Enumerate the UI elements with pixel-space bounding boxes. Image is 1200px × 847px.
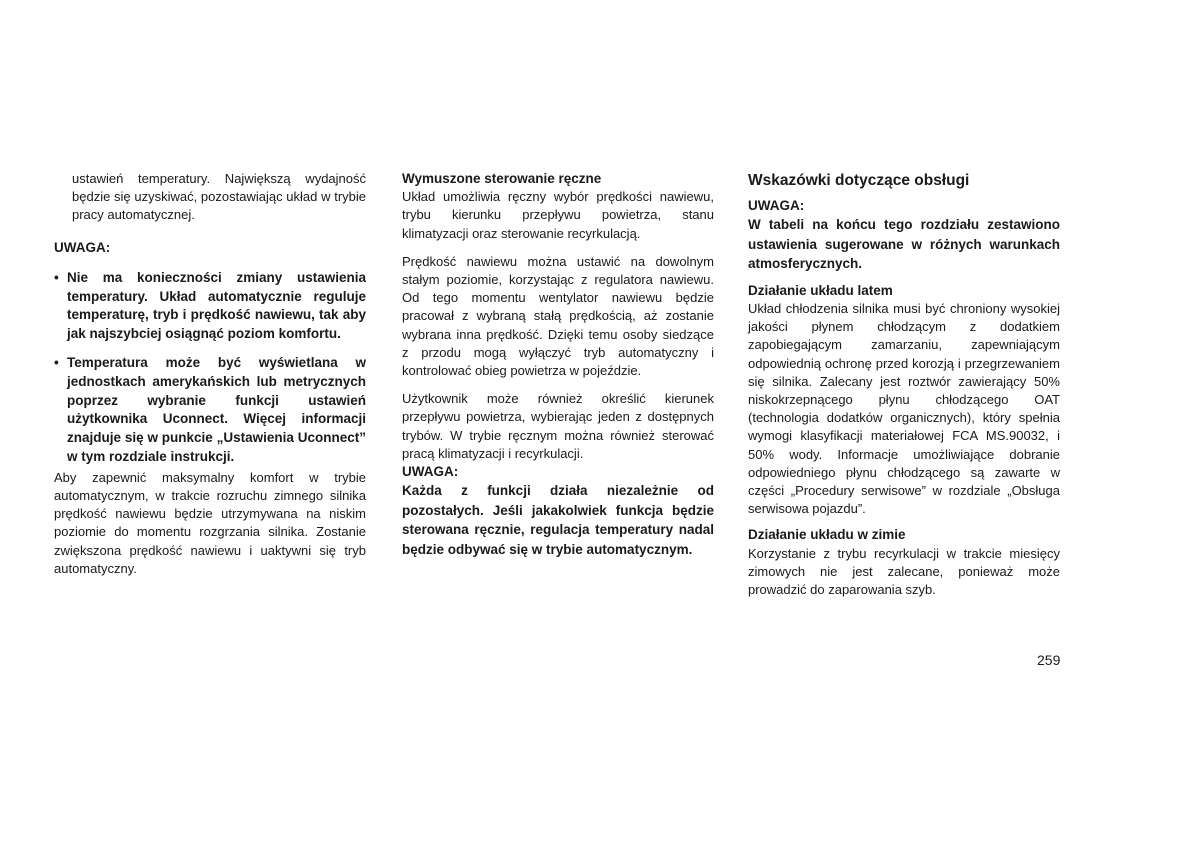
manual-override-heading: Wymuszone sterowanie ręczne — [402, 171, 602, 186]
note-text: W tabeli na końcu tego rozdziału zestawiono ustawienia sugerowane w różnych warunkach atmosferycznych. — [748, 217, 1060, 272]
note-text: Każda z funkcji działa niezależnie od pozostałych. Jeśli jakakolwiek funkcja będzie sterowana ręcznie, regulacja temperatury nadal będzie odbywać się w trybie automatycznym. — [402, 483, 714, 557]
manual-override-paragraph-3: Użytkownik może również określić kierunek przepływu powietrza, wybierając jeden z dostępnych trybów. W trybie ręcznym można również sterować pracą klimatyzacji i recyrkulacji. — [402, 391, 714, 461]
page-number: 259 — [1037, 652, 1061, 668]
summer-paragraph: Układ chłodzenia silnika musi być chroniony wysokiej jakości płynem chłodzącym z dodatkiem zapobiegającym zamarzaniu, zapewniającym odpowiednią ochronę przed korozją i przegrzewaniem się silnika. Zalecany jest roztwór zawierający 50% niskokrzepnącego płynu chłodzącego OAT (technologia dodatków organicznych), który spełnia wymogi klasyfikacji materiałowej FCA MS.90032, i 50% wody. Informacje umożliwiające dobranie odpowiedniego płynu chłodzącego są zawarte w części „Procedury serwisowe” w rozdziale „Obsługa serwisowa pojazdu”. — [748, 300, 1060, 517]
winter-paragraph: Korzystanie z trybu recyrkulacji w trakcie miesięcy zimowych nie jest zalecane, ponieważ może prowadzić do zaparowania szyb. — [748, 545, 1060, 597]
note-bullet-item: • Temperatura może być wyświetlana w jednostkach amerykańskich lub metrycznych poprzez wybranie funkcji ustawień użytkownika Uconnect. Więcej informacji znajduje się w punkcie „Ustawienia Uconnect” w tym rozdziale instrukcji. — [54, 355, 366, 464]
note-bullet-list — [54, 269, 366, 467]
note-label: UWAGA: — [54, 239, 111, 255]
note-label: UWAGA: — [402, 464, 459, 480]
column-right — [748, 170, 1060, 599]
note-bullet-item: • Nie ma konieczności zmiany ustawienia temperatury. Układ automatycznie reguluje temperaturę, tryb i prędkość nawiewu, tak aby jak najszybciej osiągnąć poziom komfortu. — [54, 269, 366, 342]
column-left — [54, 170, 366, 578]
intro-paragraph: ustawień temperatury. Największą wydajność będzie się uzyskiwać, pozostawiając układ w trybie pracy automatycznej. — [72, 171, 366, 223]
section-title: Wskazówki dotyczące obsługi — [748, 172, 970, 189]
summer-heading: Działanie układu latem — [748, 282, 893, 298]
bullet-icon: • — [54, 269, 59, 285]
bullet-icon: • — [54, 355, 59, 370]
manual-override-paragraph-2: Prędkość nawiewu można ustawić na dowolnym stałym poziomie, korzystając z regulatora nawiewu. Od tego momentu wentylator nawiewu będzie pracował z wybraną stałą prędkością, aż zostanie wybrana inna prędkość. Dzięki temu osoby siedzące z przodu mogą wyłączyć tryb automatyczny i kontrolować obieg powietrza w pojeździe. — [402, 253, 714, 379]
auto-mode-paragraph: Aby zapewnić maksymalny komfort w trybie automatycznym, w trakcie rozruchu zimnego silnika prędkość nawiewu będzie utrzymywana na niskim poziomie do momentu rozgrzania silnika. Zostanie zwiększona prędkość nawiewu i uaktywni się tryb automatyczny. — [54, 469, 366, 576]
manual-override-paragraph-1: Układ umożliwia ręczny wybór prędkości nawiewu, trybu kierunku przepływu powietrza, stanu klimatyzacji oraz sterowanie recyrkulacją. — [402, 189, 714, 241]
note-label: UWAGA: — [748, 198, 805, 213]
column-middle — [402, 170, 714, 559]
winter-heading: Działanie układu w zimie — [748, 527, 906, 543]
